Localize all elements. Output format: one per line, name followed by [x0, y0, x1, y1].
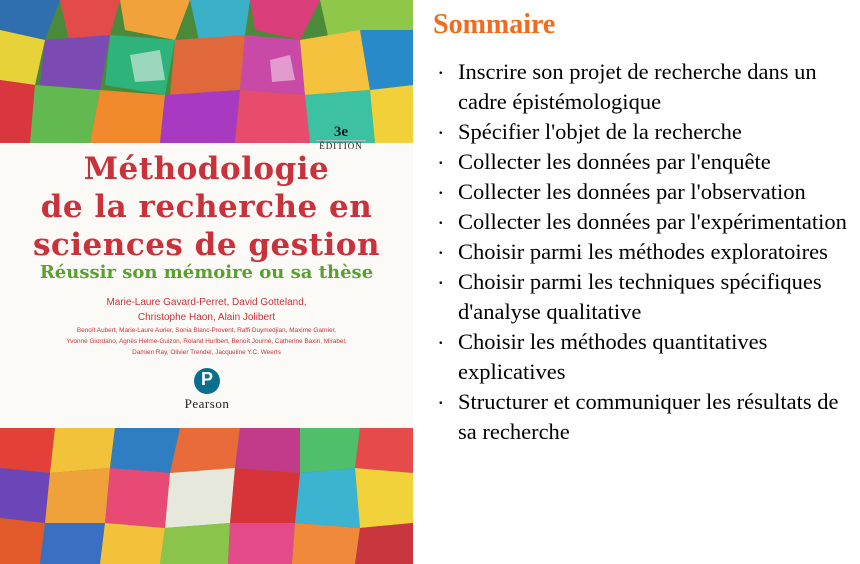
contributors-line-1: Benoît Aubert, Marie-Laure Aurier, Sonia Blanc-Provent, Raffi Duymedjian, Maxime Garnier,: [76, 327, 337, 334]
book-title: [0, 150, 413, 264]
book-title-line-1: Méthodologie: [83, 151, 330, 187]
summary-item: . Structurer et communiquer les résultats de sa recherche: [433, 387, 853, 447]
summary-item: . Collecter les données par l'enquête: [433, 147, 853, 177]
summary-item: . Choisir parmi les techniques spécifiques d'analyse qualitative: [433, 267, 853, 327]
authors-line-2: Christophe Haon, Alain Jolibert: [137, 312, 276, 323]
book-title-line-2: de la recherche en: [40, 189, 373, 225]
authors-line-1: Marie-Laure Gavard-Perret, David Gotteland,: [106, 297, 307, 308]
publisher-logo: [183, 368, 231, 412]
summary-item: . Choisir les méthodes quantitatives explicatives: [433, 327, 853, 387]
summary-item: . Collecter les données par l'observation: [433, 177, 853, 207]
cover-bottom-pattern: [0, 428, 413, 564]
book-authors: [40, 295, 373, 325]
edition-badge: [316, 125, 366, 151]
book-title-line-3: sciences de gestion: [32, 227, 381, 263]
summary-list: [433, 57, 853, 447]
edition-number: 3e: [333, 124, 349, 140]
book-subtitle: Réussir son mémoire ou sa thèse: [39, 262, 374, 283]
publisher-name: Pearson: [184, 396, 230, 411]
summary-item: . Collecter les données par l'expérimentation: [433, 207, 853, 237]
summary-item: . Spécifier l'objet de la recherche: [433, 117, 853, 147]
contributors-line-2: Yvonne Giordano, Agnès Helme-Guizon, Roland Hurlbert, Benoît Journé, Catherine Baxin, Mirabel,: [66, 338, 347, 345]
summary-item: . Choisir parmi les méthodes exploratoires: [433, 237, 853, 267]
book-contributors: [25, 325, 388, 358]
summary-title: Sommaire: [433, 9, 556, 40]
pearson-logo-icon: [194, 368, 220, 394]
book-cover: [0, 0, 413, 564]
contributors-line-3: Damien Ray, Olivier Trendel, Jacqueline Y.C. Weerts: [132, 349, 281, 356]
summary-item: . Inscrire son projet de recherche dans un cadre épistémologique: [433, 57, 853, 117]
edition-label: ÉDITION: [316, 140, 366, 151]
cover-top-pattern: [0, 0, 413, 143]
